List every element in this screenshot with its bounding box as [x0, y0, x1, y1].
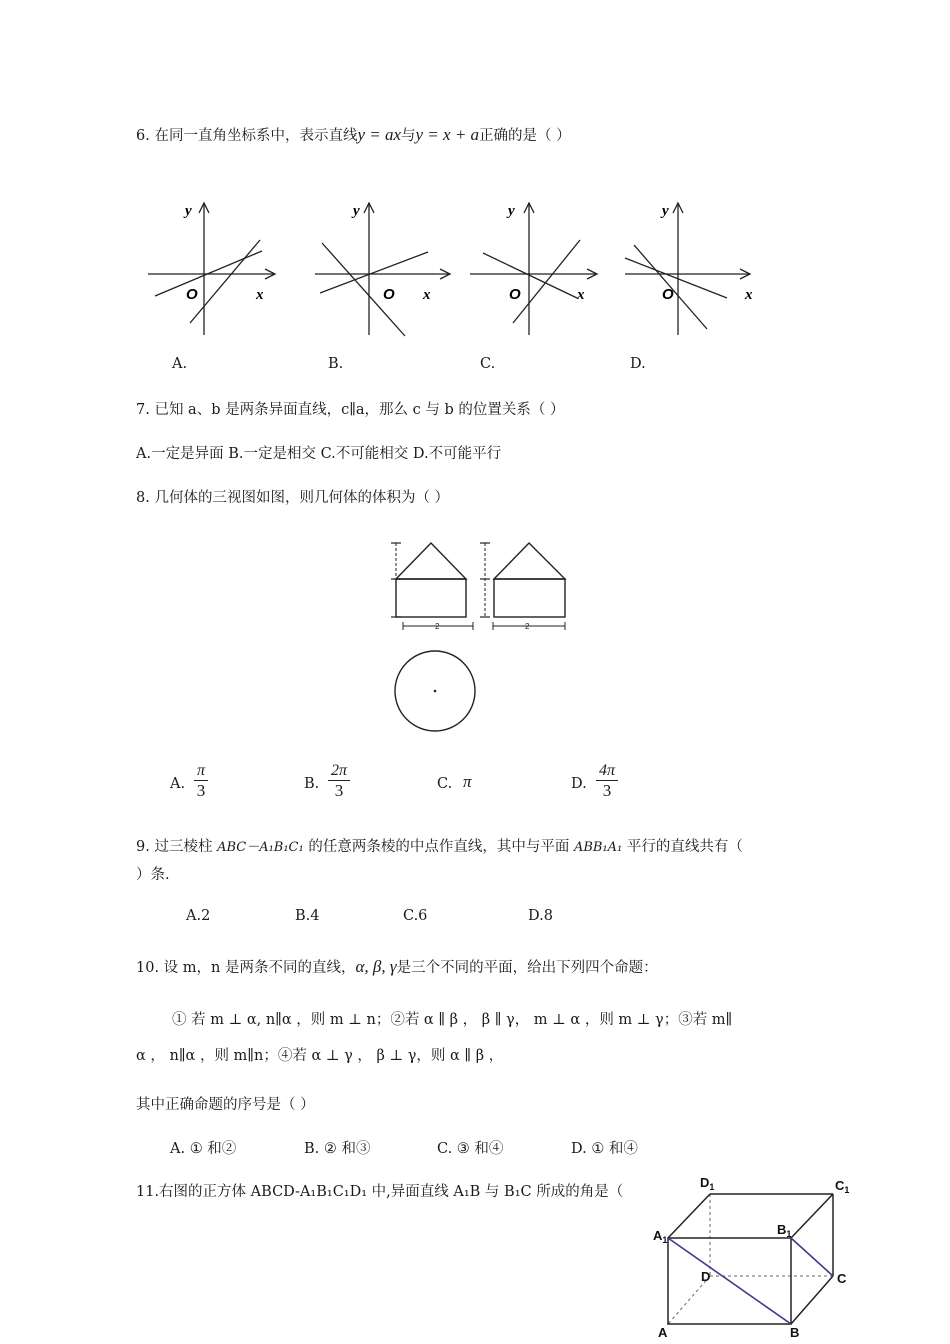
q6-graph-b	[310, 195, 460, 345]
q6-stem	[136, 124, 571, 145]
q10-propositions-line1: ① 若 m ⊥ α, n∥α ，则 m ⊥ n；②若 α ∥ β ， β ∥ γ， m ⊥ α ，则 m ⊥ γ；③若 m∥	[172, 1012, 733, 1028]
q8-option-b-fraction	[328, 762, 350, 801]
q9-option-a: A.2	[186, 908, 211, 924]
q9-option-c: C.6	[403, 908, 428, 924]
q6-option-a: A.	[172, 356, 188, 372]
q6b-axis-x-label: x	[423, 287, 431, 303]
q7-options: A.一定是异面 B.一定是相交 C.不可能相交 D.不可能平行	[136, 446, 502, 462]
q9-plane: ABB₁A₁	[573, 840, 623, 855]
q6-graph-c	[465, 195, 615, 345]
q10-stem-b: 是三个不同的平面，给出下列四个命题：	[396, 960, 658, 976]
q10-ask: 其中正确命题的序号是（ ）	[136, 1097, 315, 1113]
q6-graph-a	[140, 195, 290, 345]
q8-option-a-den: 3	[196, 781, 206, 800]
q6a-origin-label: O	[186, 286, 198, 303]
q6-graph-d	[620, 195, 770, 345]
cube-label-d1: D	[700, 1175, 710, 1190]
q8-option-b-den: 3	[334, 781, 344, 800]
q6-option-d: D.	[630, 356, 646, 372]
q6c-axis-y-label: y	[508, 203, 515, 219]
q6-mid: 与	[401, 128, 416, 144]
q6-option-c: C.	[480, 356, 496, 372]
q9-stem-line1	[136, 835, 743, 856]
q10-option-c: C. ③ 和④	[437, 1141, 504, 1157]
q11-stem: 11.右图的正方体 ABCD-A₁B₁C₁D₁ 中,异面直线 A₁B 与 B₁C 所成的角是（	[136, 1184, 624, 1200]
q8-option-a-fraction	[194, 762, 208, 801]
q6b-axis-y-label: y	[353, 203, 360, 219]
cube-label-d: D	[701, 1269, 711, 1284]
q8-option-a-num: π	[194, 762, 208, 781]
q9-prism: ABC－A₁B₁C₁	[217, 840, 304, 855]
q8-option-c-label: C.	[437, 776, 453, 792]
q8-option-b-label: B.	[304, 776, 320, 792]
q11-cube-figure	[645, 1172, 860, 1344]
cube-label-b1: B	[777, 1222, 787, 1237]
svg-text:A1: $A_1$	[653, 1228, 668, 1245]
q8-option-d-den: 3	[602, 781, 612, 800]
q6-suffix: 正确的是（ ）	[479, 128, 571, 144]
cube-label-a1: A	[653, 1228, 663, 1243]
q8-option-d-label: D.	[571, 776, 587, 792]
svg-text:D1: $D_1$	[700, 1175, 715, 1192]
q9-part-c: 平行的直线共有（	[622, 839, 743, 855]
q8-option-d-fraction	[596, 762, 618, 801]
q10-option-a: A. ① 和②	[170, 1141, 237, 1157]
q6d-axis-x-label: x	[745, 287, 753, 303]
q10-propositions-line2: α ， n∥α ，则 m∥n；④若 α ⊥ γ ， β ⊥ γ，则 α ∥ β ，	[136, 1048, 504, 1064]
q8-option-b-num: 2π	[328, 762, 350, 781]
q6-option-b: B.	[328, 356, 344, 372]
q6b-origin-label: O	[383, 286, 395, 303]
cube-label-a: A	[658, 1325, 668, 1340]
q10-option-d: D. ① 和④	[571, 1141, 638, 1157]
svg-text:C1: $C_1$	[835, 1178, 850, 1195]
q6c-axis-x-label: x	[577, 287, 585, 303]
cube-label-b: B	[790, 1325, 800, 1340]
q9-option-b: B.4	[295, 908, 320, 924]
q10-stem	[136, 956, 658, 977]
q6-eq2: y = x + a	[415, 125, 480, 144]
svg-text:B1: $B_1$	[777, 1222, 792, 1239]
q6a-axis-x-label: x	[256, 287, 264, 303]
q10-stem-a: 10. 设 m，n 是两条不同的直线，	[136, 960, 356, 976]
q10-greek: α, β, γ	[355, 957, 397, 976]
q6c-origin-label: O	[509, 286, 521, 303]
q6-prefix: 6. 在同一直角坐标系中，表示直线	[136, 128, 358, 144]
q8-three-view-figure	[385, 540, 575, 735]
q8-option-d-num: 4π	[596, 762, 618, 781]
q7-stem: 7. 已知 a、b 是两条异面直线，c∥a，那么 c 与 b 的位置关系（ ）	[136, 402, 565, 418]
q9-part-a: 9. 过三棱柱	[136, 839, 218, 855]
cube-label-c: C	[837, 1271, 847, 1286]
q8-option-c-value: π	[463, 772, 472, 791]
q6-eq1: y = ax	[357, 125, 402, 144]
q6a-axis-y-label: y	[185, 203, 192, 219]
q9-option-d: D.8	[528, 908, 553, 924]
q6d-axis-y-label: y	[662, 203, 669, 219]
q8-option-a-label: A.	[170, 776, 186, 792]
q8-side-dim-label: 2	[525, 622, 530, 631]
q8-front-dim-label: 2	[435, 622, 440, 631]
q6d-origin-label: O	[662, 286, 674, 303]
q10-option-b: B. ② 和③	[304, 1141, 371, 1157]
cube-label-c1: C	[835, 1178, 845, 1193]
q9-part-b: 的任意两条棱的中点作直线，其中与平面	[303, 839, 574, 855]
q8-stem: 8. 几何体的三视图如图，则几何体的体积为（ ）	[136, 490, 450, 506]
q9-stem-line2: ）条.	[136, 867, 170, 883]
